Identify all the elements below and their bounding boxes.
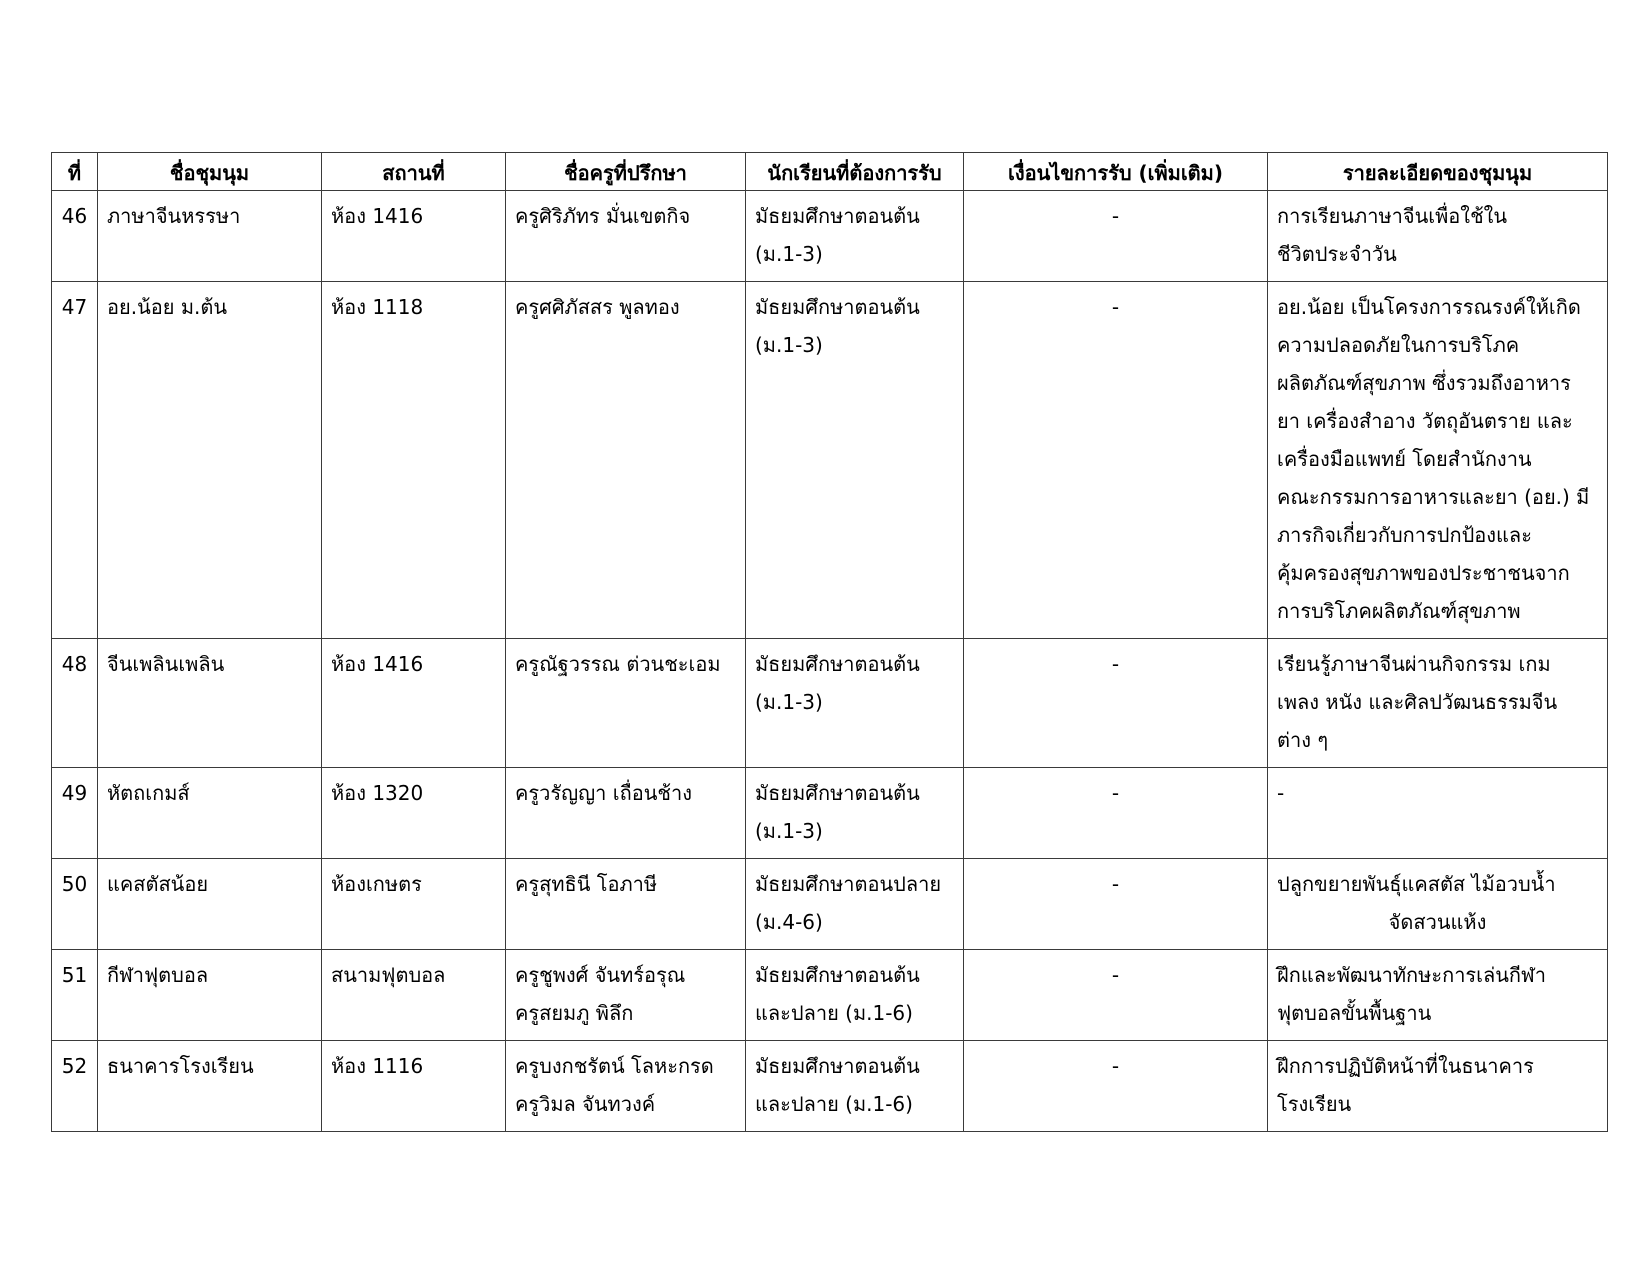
details-line: ภารกิจเกี่ยวกับการปกป้องและ xyxy=(1277,523,1532,547)
students-line: และปลาย (ม.1-6) xyxy=(755,1092,913,1116)
club-name: จีนเพลินเพลิน xyxy=(98,639,322,768)
details-line: อย.น้อย เป็นโครงการรณรงค์ให้เกิด xyxy=(1277,295,1581,319)
details xyxy=(1268,950,1608,1041)
details-line: คุ้มครองสุขภาพของประชาชนจาก xyxy=(1277,561,1570,585)
details-line: ชีวิตประจำวัน xyxy=(1277,242,1397,266)
location: ห้อง 1118 xyxy=(322,282,506,639)
header-club-name: ชื่อชุมนุม xyxy=(98,153,322,191)
conditions: - xyxy=(964,768,1268,859)
row-number: 49 xyxy=(52,768,98,859)
students xyxy=(746,282,964,639)
club-name: ภาษาจีนหรรษา xyxy=(98,191,322,282)
club-name: ธนาคารโรงเรียน xyxy=(98,1041,322,1132)
details-line: ฟุตบอลขั้นพื้นฐาน xyxy=(1277,1001,1432,1025)
students-line: (ม.1-3) xyxy=(755,333,823,357)
row-number: 50 xyxy=(52,859,98,950)
club-name: แคสตัสน้อย xyxy=(98,859,322,950)
location: ห้อง 1116 xyxy=(322,1041,506,1132)
advisor-line: ครูวรัญญา เถื่อนช้าง xyxy=(515,781,692,805)
students xyxy=(746,950,964,1041)
advisor xyxy=(506,191,746,282)
advisor-line: ครูสยมภู พิลึก xyxy=(515,1001,634,1025)
details-line: การเรียนภาษาจีนเพื่อใช้ใน xyxy=(1277,204,1508,228)
details xyxy=(1268,639,1608,768)
advisor xyxy=(506,859,746,950)
details-line: ยา เครื่องสำอาง วัตถุอันตราย และ xyxy=(1277,409,1573,433)
header-advisor: ชื่อครูที่ปรึกษา xyxy=(506,153,746,191)
club-name: กีฬาฟุตบอล xyxy=(98,950,322,1041)
row-number: 48 xyxy=(52,639,98,768)
header-conditions: เงื่อนไขการรับ (เพิ่มเติม) xyxy=(964,153,1268,191)
advisor-line: ครูสุทธินี โอภาษี xyxy=(515,872,658,896)
details-line: ฝึกและพัฒนาทักษะการเล่นกีฬา xyxy=(1277,963,1546,987)
row-number: 52 xyxy=(52,1041,98,1132)
header-details: รายละเอียดของชุมนุม xyxy=(1268,153,1608,191)
advisor-line: ครูบงกชรัตน์ โลหะกรด xyxy=(515,1054,714,1078)
students-line: (ม.1-3) xyxy=(755,690,823,714)
students-line: (ม.1-3) xyxy=(755,819,823,843)
club-table xyxy=(51,152,1608,1132)
students-line: มัธยมศึกษาตอนต้น xyxy=(755,963,920,987)
details xyxy=(1268,859,1608,950)
details-line: เครื่องมือแพทย์ โดยสำนักงาน xyxy=(1277,447,1532,471)
conditions: - xyxy=(964,282,1268,639)
row-number: 51 xyxy=(52,950,98,1041)
details-line: เพลง หนัง และศิลปวัฒนธรรมจีน xyxy=(1277,690,1558,714)
header-location: สถานที่ xyxy=(322,153,506,191)
advisor-line: ครูชูพงศ์ จันทร์อรุณ xyxy=(515,963,686,987)
students-line: และปลาย (ม.1-6) xyxy=(755,1001,913,1025)
conditions: - xyxy=(964,191,1268,282)
conditions: - xyxy=(964,859,1268,950)
advisor xyxy=(506,639,746,768)
header-no: ที่ xyxy=(52,153,98,191)
table-row xyxy=(52,950,1608,1041)
location: ห้อง 1416 xyxy=(322,639,506,768)
students xyxy=(746,191,964,282)
students-line: มัธยมศึกษาตอนปลาย xyxy=(755,872,942,896)
advisor-line: ครูณัฐวรรณ ต่วนชะเอม xyxy=(515,652,721,676)
advisor xyxy=(506,768,746,859)
details-line: ต่าง ๆ xyxy=(1277,728,1329,752)
details xyxy=(1268,768,1608,859)
advisor-line: ครูศศิภัสสร พูลทอง xyxy=(515,295,680,319)
students-line: (ม.1-3) xyxy=(755,242,823,266)
details-line: คณะกรรมการอาหารและยา (อย.) มี xyxy=(1277,485,1590,509)
conditions: - xyxy=(964,1041,1268,1132)
advisor xyxy=(506,1041,746,1132)
details-line: การบริโภคผลิตภัณฑ์สุขภาพ xyxy=(1277,599,1521,623)
students xyxy=(746,768,964,859)
table-row xyxy=(52,1041,1608,1132)
conditions: - xyxy=(964,950,1268,1041)
details xyxy=(1268,1041,1608,1132)
table-row xyxy=(52,191,1608,282)
advisor-line: ครูศิริภัทร มั่นเขตกิจ xyxy=(515,204,691,228)
students-line: มัธยมศึกษาตอนต้น xyxy=(755,652,920,676)
details xyxy=(1268,191,1608,282)
details-line: ความปลอดภัยในการบริโภค xyxy=(1277,333,1520,357)
location: ห้องเกษตร xyxy=(322,859,506,950)
details-line: โรงเรียน xyxy=(1277,1092,1352,1116)
table-row xyxy=(52,282,1608,639)
advisor xyxy=(506,282,746,639)
location: ห้อง 1320 xyxy=(322,768,506,859)
location: สนามฟุตบอล xyxy=(322,950,506,1041)
students-line: มัธยมศึกษาตอนต้น xyxy=(755,1054,920,1078)
conditions: - xyxy=(964,639,1268,768)
students-line: มัธยมศึกษาตอนต้น xyxy=(755,204,920,228)
location: ห้อง 1416 xyxy=(322,191,506,282)
details-line: ฝึกการปฏิบัติหน้าที่ในธนาคาร xyxy=(1277,1054,1534,1078)
row-number: 47 xyxy=(52,282,98,639)
students-line: (ม.4-6) xyxy=(755,910,823,934)
club-name: อย.น้อย ม.ต้น xyxy=(98,282,322,639)
row-number: 46 xyxy=(52,191,98,282)
details xyxy=(1268,282,1608,639)
details-line: ปลูกขยายพันธุ์แคสตัส ไม้อวบน้ำ xyxy=(1277,872,1556,896)
header-students: นักเรียนที่ต้องการรับ xyxy=(746,153,964,191)
header-row xyxy=(52,153,1608,191)
table-row xyxy=(52,859,1608,950)
students xyxy=(746,1041,964,1132)
club-name: หัตถเกมส์ xyxy=(98,768,322,859)
advisor-line: ครูวิมล จันทวงค์ xyxy=(515,1092,656,1116)
details-line: ผลิตภัณฑ์สุขภาพ ซึ่งรวมถึงอาหาร xyxy=(1277,371,1571,395)
students-line: มัธยมศึกษาตอนต้น xyxy=(755,781,920,805)
details-line: จัดสวนแห้ง xyxy=(1388,910,1487,934)
advisor xyxy=(506,950,746,1041)
table-row xyxy=(52,768,1608,859)
details-line: - xyxy=(1277,781,1285,805)
students-line: มัธยมศึกษาตอนต้น xyxy=(755,295,920,319)
table-row xyxy=(52,639,1608,768)
students xyxy=(746,639,964,768)
details-line: เรียนรู้ภาษาจีนผ่านกิจกรรม เกม xyxy=(1277,652,1551,676)
students xyxy=(746,859,964,950)
